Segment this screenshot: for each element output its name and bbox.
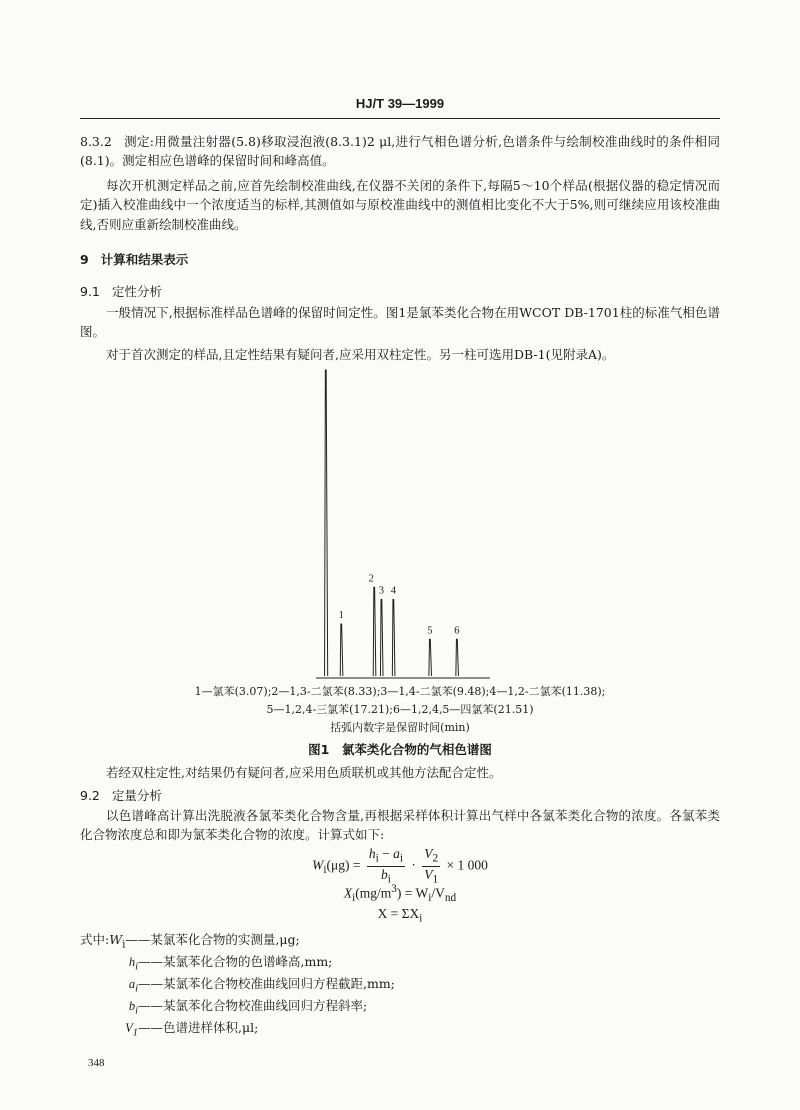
var-desc: ——某氯苯化合物的实测量,μg; bbox=[125, 932, 300, 947]
sub-i: i bbox=[399, 852, 403, 865]
where-row-3 bbox=[80, 996, 720, 1018]
peak-label-6: 6 bbox=[454, 625, 460, 637]
dot-operator: · bbox=[411, 857, 416, 873]
paragraph-qualitative-3: 若经双柱定性,对结果仍有疑问者,应采用色质联机或其他方法配合定性。 bbox=[106, 765, 502, 780]
var-h: h bbox=[368, 846, 376, 861]
peak-1 bbox=[340, 624, 343, 676]
peak-6 bbox=[456, 639, 459, 676]
solvent-peak bbox=[325, 370, 328, 676]
var-sub: 1 bbox=[132, 1027, 138, 1039]
paragraph-calibration-check: 每次开机测定样品之前,应首先绘制校准曲线,在仪器不关闭的条件下,每隔5～10个样品(根据仪器的稳定情况而定)插入校准曲线中一个浓度适当的标样,其测值如与原校准曲线中的测值相比变化不大于5%,则可继续应用该校准曲线,否则应重新绘制校准曲线。 bbox=[80, 178, 720, 232]
sub-2: 2 bbox=[432, 852, 439, 865]
chromatogram-peaks bbox=[325, 370, 459, 676]
peak-label-5: 5 bbox=[427, 625, 433, 637]
peak-5 bbox=[429, 639, 432, 676]
where-row-0 bbox=[80, 930, 720, 952]
section-number: 8.3.2 bbox=[80, 134, 112, 149]
var-desc: ——某氯苯化合物校准曲线回归方程截距,mm; bbox=[138, 976, 395, 991]
var-symbol: b bbox=[128, 999, 136, 1013]
heading-section-9 bbox=[80, 250, 188, 269]
section-text: 测定:用微量注射器(5.8)移取浸泡液(8.3.1)2 μl,进行气相色谱分析,色谱条件与绘制校准曲线时的条件相同(8.1)。测定相应色谱峰的保留时间和峰高值。 bbox=[80, 134, 720, 169]
peak-labels bbox=[339, 573, 460, 636]
minus-sign: − bbox=[378, 846, 394, 861]
sub-i: i bbox=[323, 864, 327, 877]
where-row-1 bbox=[80, 952, 720, 974]
var-symbol: a bbox=[128, 977, 136, 991]
peak-3 bbox=[380, 600, 383, 677]
sub-i: i bbox=[387, 873, 391, 886]
sub-i: i bbox=[419, 912, 423, 925]
var-sub: i bbox=[122, 938, 126, 951]
multiplier: × 1 000 bbox=[446, 857, 488, 873]
var-symbol-wrap bbox=[80, 953, 138, 976]
sub-i: i bbox=[352, 892, 356, 905]
var-w: W bbox=[312, 857, 324, 873]
paragraph-quantitative: 以色谱峰高计算出洗脱液各氯苯类化合物含量,再根据采样体积计算出气样中各氯苯类化合物的浓度。各氯苯类化合物浓度总和即为氯苯类化合物的浓度。计算式如下: bbox=[80, 808, 720, 843]
heading-section-9-2 bbox=[80, 786, 162, 805]
heading-section-9-1 bbox=[80, 282, 162, 301]
figure-legend-line-2: 5—1,2,4-三氯苯(17.21);6—1,2,4,5—四氯苯(21.51) bbox=[266, 703, 534, 716]
section-number: 9.1 bbox=[80, 284, 100, 299]
var-symbol-wrap bbox=[80, 997, 138, 1020]
sub-i: i bbox=[428, 892, 432, 905]
sub-i: i bbox=[375, 852, 379, 865]
sum-expression: X = ΣX bbox=[377, 906, 420, 921]
where-row-2 bbox=[80, 974, 720, 996]
sup-3: 3 bbox=[391, 883, 397, 895]
peak-label-2: 2 bbox=[368, 573, 374, 585]
var-desc: ——某氯苯化合物校准曲线回归方程斜率; bbox=[138, 998, 368, 1013]
header-rule bbox=[80, 118, 720, 119]
sub-nd: nd bbox=[444, 892, 457, 905]
var-symbol: W bbox=[109, 932, 123, 947]
formula-sum bbox=[80, 904, 720, 928]
var-sub: i bbox=[135, 961, 138, 973]
standard-code-header: HJ/T 39—1999 bbox=[355, 96, 445, 111]
unit-ug: (μg) = bbox=[326, 857, 361, 873]
peak-2 bbox=[373, 587, 376, 676]
var-symbol: V bbox=[125, 1021, 133, 1035]
peak-label-1: 1 bbox=[338, 609, 344, 621]
paragraph-qualitative-2: 对于首次测定的样品,且定性结果有疑问者,应采用双柱定性。另一柱可选用DB-1(见附录A)。 bbox=[106, 347, 615, 362]
section-title: 计算和结果表示 bbox=[100, 252, 189, 267]
section-8-3-2 bbox=[80, 132, 720, 171]
variable-definitions bbox=[80, 930, 720, 1040]
var-b: b bbox=[380, 866, 388, 882]
sub-1: 1 bbox=[432, 873, 439, 886]
peak-label-3: 3 bbox=[378, 585, 385, 597]
figure-note: 括弧内数字是保留时间(min) bbox=[330, 721, 470, 734]
section-title: 定性分析 bbox=[111, 284, 162, 299]
var-symbol-wrap bbox=[80, 1019, 138, 1042]
figure-title: 图1 氯苯类化合物的气相色谱图 bbox=[308, 742, 492, 757]
div-v: /V bbox=[431, 885, 445, 901]
var-sub: i bbox=[135, 1005, 138, 1017]
section-number: 9.2 bbox=[80, 788, 100, 803]
chromatogram-figure bbox=[250, 366, 510, 684]
equals-w: ) = W bbox=[396, 885, 429, 901]
unit-mg-m3: (mg/m bbox=[355, 885, 392, 901]
var-v: V bbox=[424, 866, 433, 882]
peak-label-4: 4 bbox=[390, 585, 396, 597]
figure-legend-line-1: 1—氯苯(3.07);2—1,3-二氯苯(8.33);3—1,4-二氯苯(9.48);4—1,2-二氯苯(11.38); bbox=[194, 685, 606, 698]
fraction-numerator bbox=[422, 846, 440, 867]
var-desc: ——某氯苯化合物的色谱峰高,mm; bbox=[138, 954, 333, 969]
var-desc: ——色谱进样体积,μl; bbox=[138, 1020, 259, 1035]
var-x: X bbox=[343, 885, 353, 901]
where-row-4 bbox=[80, 1018, 720, 1040]
var-symbol: h bbox=[128, 955, 136, 969]
var-v: V bbox=[424, 846, 433, 861]
where-intro: 式中: bbox=[80, 932, 110, 947]
fraction-numerator bbox=[367, 846, 405, 867]
section-number: 9 bbox=[80, 252, 89, 267]
var-sub: i bbox=[135, 983, 138, 995]
peak-4 bbox=[392, 600, 395, 677]
page-number: 348 bbox=[88, 1057, 105, 1069]
var-symbol-wrap bbox=[80, 975, 138, 998]
section-title: 定量分析 bbox=[111, 788, 162, 803]
var-a: a bbox=[393, 846, 400, 861]
paragraph-qualitative-1: 一般情况下,根据标准样品色谱峰的保留时间定性。图1是氯苯类化合物在用WCOT DB-1701柱的标准气相色谱图。 bbox=[80, 305, 720, 340]
